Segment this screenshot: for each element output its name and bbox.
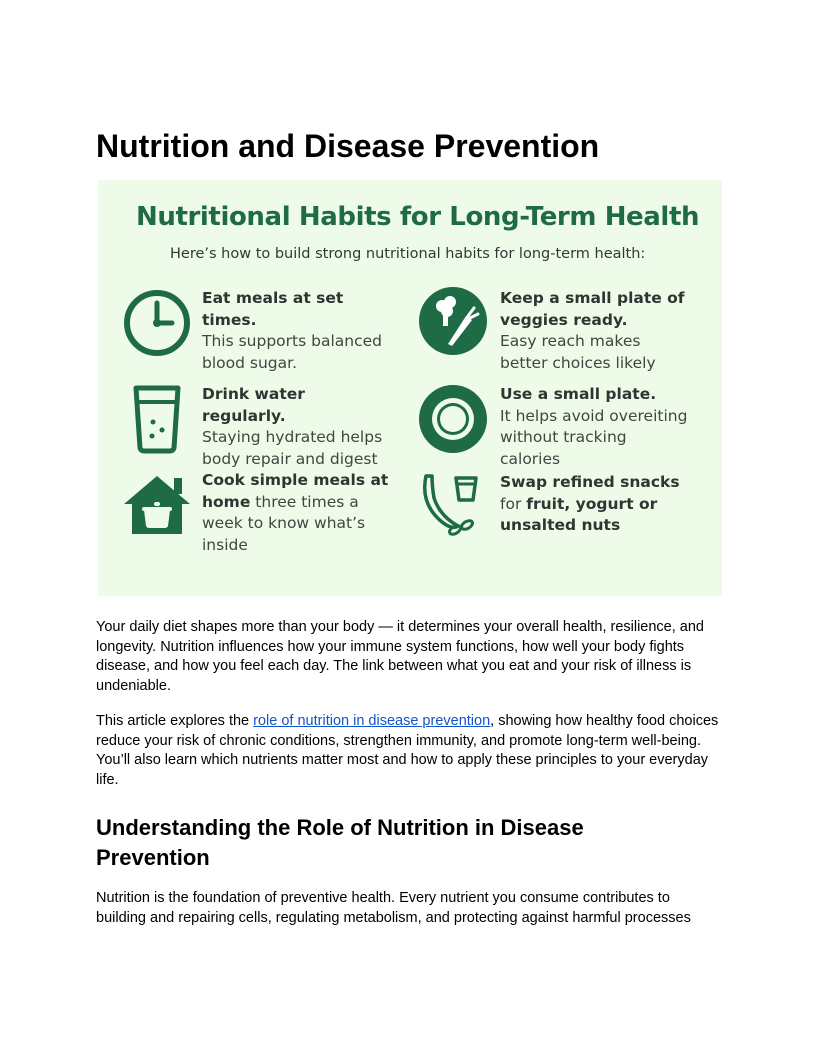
water-glass-icon (122, 384, 192, 454)
habit-bold: Use a small plate. (500, 385, 657, 403)
habit-bold: fruit, yogurt or unsalted nuts (500, 494, 658, 534)
infographic-subtitle: Here’s how to build strong nutritional habits for long-term health: (170, 246, 646, 262)
banana-yogurt-icon (418, 470, 488, 540)
infographic-title: Nutritional Habits for Long-Term Health (136, 202, 700, 232)
section-paragraph: Nutrition is the foundation of preventive health. Every nutrient you consume contributes to building and repairing cells, regulating metabolism, and protecting against harmful processes (96, 890, 691, 926)
habit-text: three times a week to know what’s inside (202, 492, 366, 554)
habit-text: It helps avoid overeiting without tracking calories (500, 406, 688, 468)
intro-paragraph: Your daily diet shapes more than your body — it determines your overall health, resilience, and longevity. Nutrition influences how your immune system functions, how well your body fights disease, and how you feel each day. The link between what you eat and your risk of illness is undeniable. (96, 619, 704, 694)
infographic (98, 180, 722, 596)
plate-icon (418, 384, 488, 454)
habit-text: This supports balanced blood sugar. (202, 332, 382, 372)
nutrition-role-link[interactable]: role of nutrition in disease prevention (253, 713, 491, 729)
habit-bold: Eat meals at set times. (202, 289, 344, 329)
habit-text: Staying hydrated helps body repair and digest (202, 428, 383, 468)
clock-icon (122, 288, 192, 358)
house-pot-icon (122, 470, 192, 540)
habit-text: for (500, 494, 522, 513)
page-title: Nutrition and Disease Prevention (96, 128, 600, 164)
habit-text: Easy reach makes better choices likely (500, 332, 656, 372)
veggies-icon (418, 286, 488, 356)
section-heading: Understanding the Role of Nutrition in Disease Prevention (96, 815, 584, 870)
habit-bold: Cook simple meals at home (202, 471, 389, 511)
habit-bold: Drink water regularly. (202, 385, 305, 425)
article-paragraph: This article explores the role of nutrition in disease prevention, showing how healthy food choices reduce your risk of chronic conditions, strengthen immunity, and promote long-term well-being. You’ll also learn which nutrients matter most and how to apply these principles to your everyday life. (96, 713, 719, 788)
habit-bold: Keep a small plate of veggies ready. (500, 289, 685, 329)
habit-bold-prefix: Swap refined snacks (500, 473, 680, 491)
